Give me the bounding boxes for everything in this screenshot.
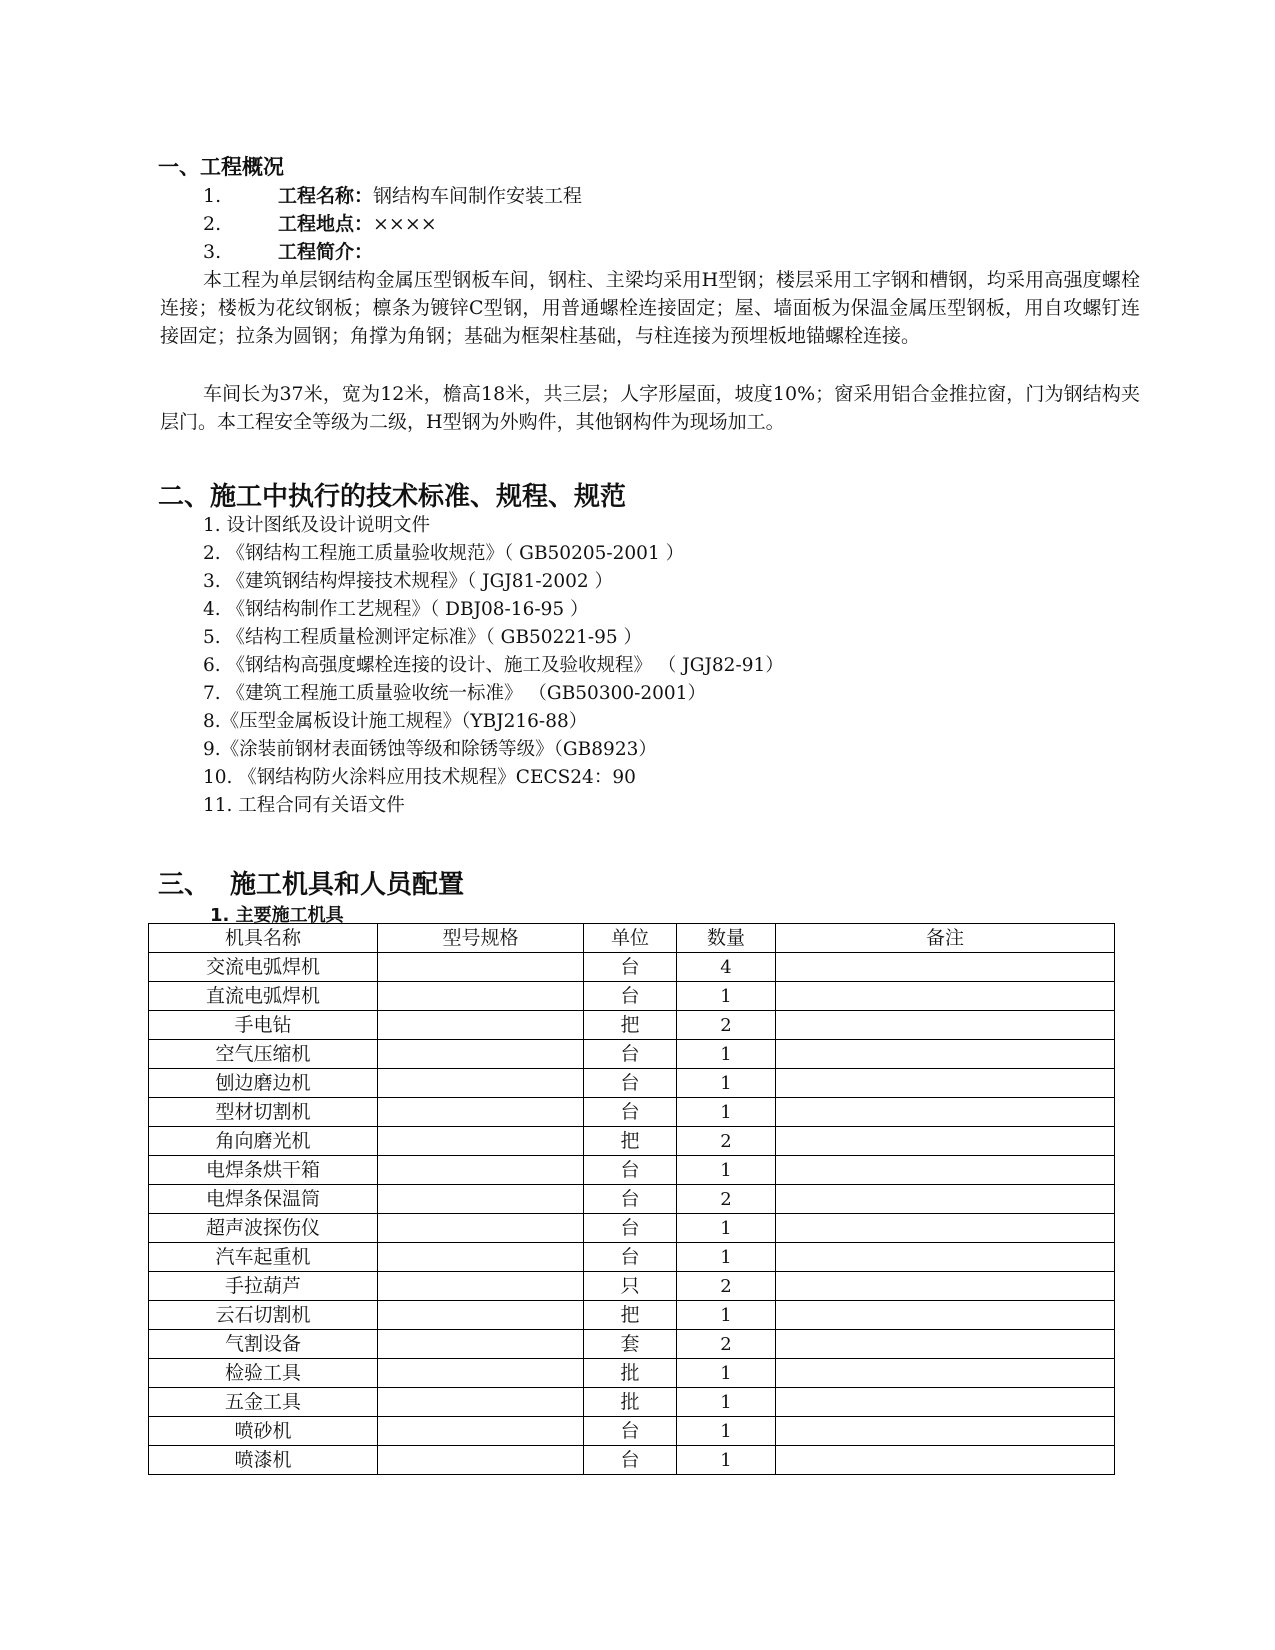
cell-unit: 台 bbox=[584, 1243, 677, 1272]
cell-unit: 台 bbox=[584, 953, 677, 982]
standard-item: 9.《涂装前钢材表面锈蚀等级和除锈等级》（GB8923） bbox=[203, 739, 657, 760]
cell-tool-name: 手电钻 bbox=[149, 1011, 378, 1040]
table-row bbox=[149, 1446, 1115, 1475]
cell-remarks bbox=[776, 982, 1115, 1011]
item-value: 钢结构车间制作安装工程 bbox=[373, 185, 583, 207]
item-number: 3. bbox=[203, 241, 222, 263]
section-1-title: 一、工程概况 bbox=[158, 155, 284, 179]
cell-tool-name: 电焊条保温筒 bbox=[149, 1185, 378, 1214]
cell-quantity: 2 bbox=[677, 1185, 776, 1214]
cell-tool-name: 气割设备 bbox=[149, 1330, 378, 1359]
cell-model bbox=[378, 953, 584, 982]
cell-unit: 台 bbox=[584, 1214, 677, 1243]
cell-tool-name: 汽车起重机 bbox=[149, 1243, 378, 1272]
cell-tool-name: 五金工具 bbox=[149, 1388, 378, 1417]
summary-paragraph-2: 车间长为37米，宽为12米，檐高18米，共三层；人字形屋面，坡度10%；窗采用铝合金推拉窗，门为钢结构夹层门。本工程安全等级为二级，H型钢为外购件，其他钢构件为现场加工。 bbox=[160, 383, 1140, 433]
cell-remarks bbox=[776, 1388, 1115, 1417]
table-row bbox=[149, 1301, 1115, 1330]
cell-quantity: 1 bbox=[677, 1156, 776, 1185]
header-unit: 单位 bbox=[584, 924, 677, 953]
cell-quantity: 1 bbox=[677, 982, 776, 1011]
cell-tool-name: 刨边磨边机 bbox=[149, 1069, 378, 1098]
table-row bbox=[149, 1098, 1115, 1127]
cell-unit: 批 bbox=[584, 1388, 677, 1417]
cell-model bbox=[378, 1214, 584, 1243]
table-row bbox=[149, 1359, 1115, 1388]
cell-remarks bbox=[776, 1214, 1115, 1243]
cell-remarks bbox=[776, 1243, 1115, 1272]
cell-quantity: 2 bbox=[677, 1272, 776, 1301]
cell-quantity: 1 bbox=[677, 1417, 776, 1446]
cell-remarks bbox=[776, 1417, 1115, 1446]
cell-unit: 台 bbox=[584, 1446, 677, 1475]
cell-tool-name: 喷漆机 bbox=[149, 1446, 378, 1475]
cell-model bbox=[378, 1272, 584, 1301]
cell-unit: 台 bbox=[584, 1156, 677, 1185]
cell-remarks bbox=[776, 1011, 1115, 1040]
cell-unit: 把 bbox=[584, 1127, 677, 1156]
table-header-row bbox=[149, 924, 1115, 953]
table-row bbox=[149, 1388, 1115, 1417]
cell-model bbox=[378, 1098, 584, 1127]
standard-item: 8.《压型金属板设计施工规程》（YBJ216-88） bbox=[203, 711, 588, 732]
cell-remarks bbox=[776, 953, 1115, 982]
item-value: ×××× bbox=[373, 213, 437, 235]
cell-quantity: 2 bbox=[677, 1330, 776, 1359]
cell-quantity: 2 bbox=[677, 1011, 776, 1040]
section-3-text: 施工机具和人员配置 bbox=[230, 870, 465, 900]
cell-quantity: 1 bbox=[677, 1446, 776, 1475]
project-location-item bbox=[203, 211, 437, 237]
project-summary-item bbox=[203, 239, 373, 265]
cell-model bbox=[378, 1040, 584, 1069]
cell-remarks bbox=[776, 1185, 1115, 1214]
cell-unit: 只 bbox=[584, 1272, 677, 1301]
cell-model bbox=[378, 1185, 584, 1214]
tools-table bbox=[148, 923, 1115, 1475]
table-row bbox=[149, 953, 1115, 982]
header-quantity: 数量 bbox=[677, 924, 776, 953]
cell-tool-name: 角向磨光机 bbox=[149, 1127, 378, 1156]
table-row bbox=[149, 1011, 1115, 1040]
cell-remarks bbox=[776, 1098, 1115, 1127]
cell-tool-name: 云石切割机 bbox=[149, 1301, 378, 1330]
cell-quantity: 1 bbox=[677, 1301, 776, 1330]
cell-model bbox=[378, 1417, 584, 1446]
item-number: 2. bbox=[203, 213, 222, 235]
cell-tool-name: 喷砂机 bbox=[149, 1417, 378, 1446]
cell-quantity: 1 bbox=[677, 1069, 776, 1098]
cell-model bbox=[378, 1243, 584, 1272]
cell-model bbox=[378, 1446, 584, 1475]
project-name-item bbox=[203, 183, 582, 209]
item-label: 工程地点： bbox=[278, 213, 374, 235]
cell-remarks bbox=[776, 1330, 1115, 1359]
item-label: 工程名称： bbox=[278, 185, 374, 207]
cell-tool-name: 空气压缩机 bbox=[149, 1040, 378, 1069]
cell-model bbox=[378, 1359, 584, 1388]
header-model: 型号规格 bbox=[378, 924, 584, 953]
cell-quantity: 2 bbox=[677, 1127, 776, 1156]
cell-remarks bbox=[776, 1069, 1115, 1098]
cell-unit: 把 bbox=[584, 1301, 677, 1330]
cell-tool-name: 型材切割机 bbox=[149, 1098, 378, 1127]
table-row bbox=[149, 1127, 1115, 1156]
cell-model bbox=[378, 982, 584, 1011]
cell-remarks bbox=[776, 1301, 1115, 1330]
standard-item: 2. 《钢结构工程施工质量验收规范》（ GB50205-2001 ） bbox=[203, 543, 685, 564]
cell-quantity: 1 bbox=[677, 1243, 776, 1272]
standard-item: 4. 《钢结构制作工艺规程》（ DBJ08-16-95 ） bbox=[203, 599, 589, 620]
cell-unit: 台 bbox=[584, 1040, 677, 1069]
cell-model bbox=[378, 1330, 584, 1359]
standard-item: 7. 《建筑工程施工质量验收统一标准》 （GB50300-2001） bbox=[203, 683, 706, 704]
table-row bbox=[149, 1330, 1115, 1359]
cell-quantity: 1 bbox=[677, 1388, 776, 1417]
section-3-number: 三、 bbox=[158, 870, 211, 900]
cell-tool-name: 交流电弧焊机 bbox=[149, 953, 378, 982]
cell-tool-name: 手拉葫芦 bbox=[149, 1272, 378, 1301]
cell-unit: 套 bbox=[584, 1330, 677, 1359]
cell-quantity: 1 bbox=[677, 1040, 776, 1069]
tools-subtitle: 1. 主要施工机具 bbox=[210, 905, 344, 926]
cell-remarks bbox=[776, 1359, 1115, 1388]
item-number: 1. bbox=[203, 185, 222, 207]
cell-model bbox=[378, 1301, 584, 1330]
cell-model bbox=[378, 1156, 584, 1185]
cell-quantity: 4 bbox=[677, 953, 776, 982]
cell-tool-name: 超声波探伤仪 bbox=[149, 1214, 378, 1243]
item-label: 工程简介： bbox=[278, 241, 374, 263]
table-row bbox=[149, 1156, 1115, 1185]
header-remarks: 备注 bbox=[776, 924, 1115, 953]
table-row bbox=[149, 982, 1115, 1011]
table-body bbox=[149, 953, 1115, 1475]
cell-quantity: 1 bbox=[677, 1359, 776, 1388]
cell-remarks bbox=[776, 1272, 1115, 1301]
cell-quantity: 1 bbox=[677, 1098, 776, 1127]
cell-model bbox=[378, 1127, 584, 1156]
cell-unit: 批 bbox=[584, 1359, 677, 1388]
table-row bbox=[149, 1417, 1115, 1446]
table-row bbox=[149, 1069, 1115, 1098]
summary-paragraph-1: 本工程为单层钢结构金属压型钢板车间，钢柱、主梁均采用H型钢；楼层采用工字钢和槽钢，均采用高强度螺栓连接；楼板为花纹钢板；檩条为镀锌C型钢，用普通螺栓连接固定；屋、墙面板为保温金属压型钢板，用自攻螺钉连接固定；拉条为圆钢；角撑为角钢；基础为框架柱基础，与柱连接为预埋板地锚螺栓连接。 bbox=[160, 269, 1140, 347]
cell-unit: 台 bbox=[584, 1417, 677, 1446]
standard-item: 5. 《结构工程质量检测评定标准》（ GB50221-95 ） bbox=[203, 627, 643, 648]
table-row bbox=[149, 1040, 1115, 1069]
header-tool-name: 机具名称 bbox=[149, 924, 378, 953]
standard-item: 11. 工程合同有关语文件 bbox=[203, 795, 405, 816]
cell-model bbox=[378, 1388, 584, 1417]
cell-remarks bbox=[776, 1127, 1115, 1156]
cell-model bbox=[378, 1069, 584, 1098]
cell-unit: 把 bbox=[584, 1011, 677, 1040]
table-row bbox=[149, 1214, 1115, 1243]
cell-remarks bbox=[776, 1040, 1115, 1069]
section-2-title: 二、施工中执行的技术标准、规程、规范 bbox=[158, 482, 627, 512]
cell-tool-name: 检验工具 bbox=[149, 1359, 378, 1388]
cell-remarks bbox=[776, 1446, 1115, 1475]
table-row bbox=[149, 1272, 1115, 1301]
standard-item: 1. 设计图纸及设计说明文件 bbox=[203, 515, 431, 536]
cell-unit: 台 bbox=[584, 1098, 677, 1127]
cell-remarks bbox=[776, 1156, 1115, 1185]
cell-tool-name: 电焊条烘干箱 bbox=[149, 1156, 378, 1185]
cell-unit: 台 bbox=[584, 1069, 677, 1098]
cell-unit: 台 bbox=[584, 982, 677, 1011]
table-row bbox=[149, 1185, 1115, 1214]
cell-quantity: 1 bbox=[677, 1214, 776, 1243]
table-row bbox=[149, 1243, 1115, 1272]
cell-unit: 台 bbox=[584, 1185, 677, 1214]
section-3-title bbox=[158, 864, 464, 901]
standard-item: 6. 《钢结构高强度螺栓连接的设计、施工及验收规程》 （ JGJ82-91） bbox=[203, 655, 784, 676]
standard-item: 3. 《建筑钢结构焊接技术规程》（ JGJ81-2002 ） bbox=[203, 571, 614, 592]
cell-tool-name: 直流电弧焊机 bbox=[149, 982, 378, 1011]
cell-model bbox=[378, 1011, 584, 1040]
standard-item: 10. 《钢结构防火涂料应用技术规程》CECS24：90 bbox=[203, 767, 636, 788]
